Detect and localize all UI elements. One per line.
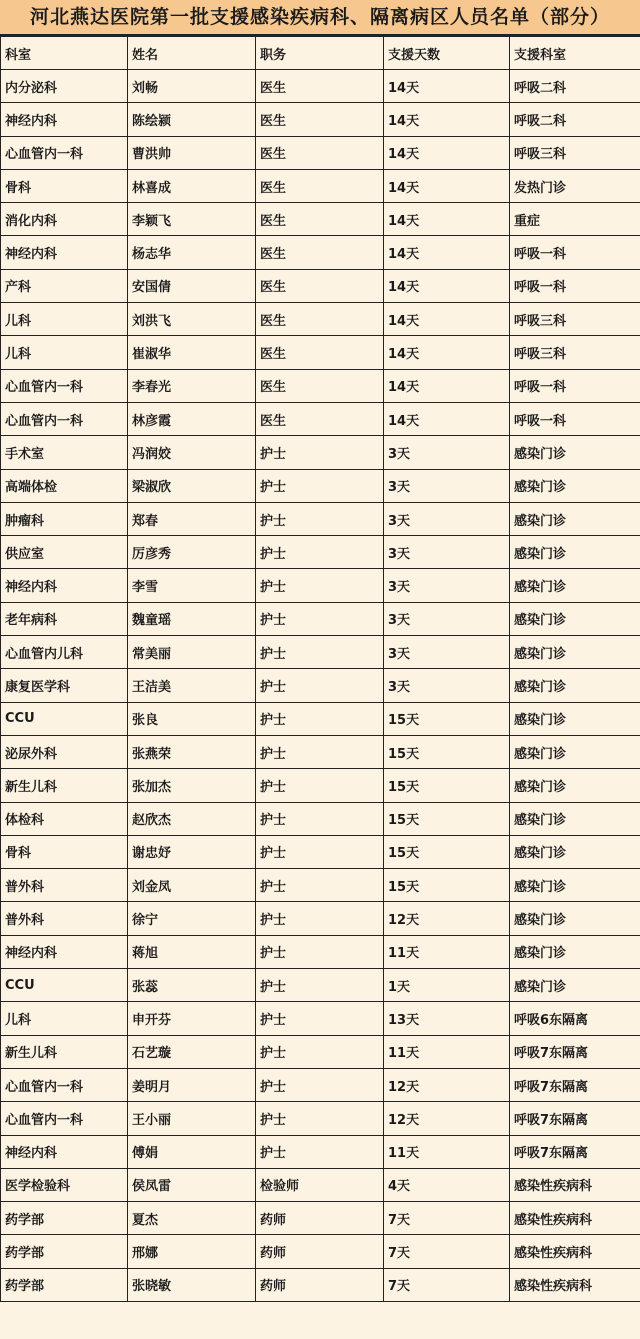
table-row [1,136,640,169]
cell-role: 护士 [256,969,384,1002]
cell-days: 7天 [384,1235,510,1268]
table-row [1,436,640,469]
cell-role: 医生 [256,336,384,369]
cell-days: 15天 [384,702,510,735]
cell-support-dept: 感染性疾病科 [510,1168,640,1201]
cell-role: 护士 [256,869,384,902]
cell-role: 护士 [256,569,384,602]
cell-days: 1天 [384,969,510,1002]
table-row [1,336,640,369]
cell-role: 护士 [256,769,384,802]
cell-name: 蒋旭 [128,935,256,968]
cell-role: 护士 [256,1068,384,1101]
cell-department: 新生儿科 [1,1035,128,1068]
cell-role: 护士 [256,436,384,469]
table-row [1,1268,640,1301]
cell-support-dept: 呼吸一科 [510,269,640,302]
page-title: 河北燕达医院第一批支援感染疾病科、隔离病区人员名单（部分） [0,0,640,36]
cell-support-dept: 呼吸7东隔离 [510,1102,640,1135]
cell-days: 11天 [384,1135,510,1168]
cell-department: 心血管内一科 [1,369,128,402]
cell-days: 14天 [384,136,510,169]
cell-support-dept: 感染门诊 [510,569,640,602]
header-row [1,37,640,70]
column-header-days: 支援天数 [384,37,510,70]
cell-name: 石艺璇 [128,1035,256,1068]
cell-days: 14天 [384,336,510,369]
cell-department: 儿科 [1,303,128,336]
cell-support-dept: 感染门诊 [510,669,640,702]
cell-department: 神经内科 [1,1135,128,1168]
cell-department: 心血管内一科 [1,1068,128,1101]
cell-department: 产科 [1,269,128,302]
cell-support-dept: 感染门诊 [510,735,640,768]
cell-days: 12天 [384,902,510,935]
cell-name: 傅娟 [128,1135,256,1168]
cell-name: 陈绘颍 [128,103,256,136]
cell-department: 药学部 [1,1268,128,1301]
column-header-support-dept: 支援科室 [510,37,640,70]
table-row [1,735,640,768]
cell-name: 曹洪帅 [128,136,256,169]
cell-role: 医生 [256,269,384,302]
cell-support-dept: 感染门诊 [510,835,640,868]
cell-role: 护士 [256,469,384,502]
cell-support-dept: 呼吸三科 [510,336,640,369]
cell-name: 王洁美 [128,669,256,702]
cell-days: 14天 [384,303,510,336]
cell-name: 邢娜 [128,1235,256,1268]
cell-days: 3天 [384,602,510,635]
cell-name: 刘金凤 [128,869,256,902]
table-row [1,802,640,835]
cell-name: 郑春 [128,502,256,535]
cell-days: 14天 [384,402,510,435]
cell-department: 新生儿科 [1,769,128,802]
cell-support-dept: 呼吸二科 [510,103,640,136]
cell-support-dept: 感染门诊 [510,869,640,902]
column-header-name: 姓名 [128,37,256,70]
cell-support-dept: 感染门诊 [510,702,640,735]
table-row [1,769,640,802]
cell-department: 肿瘤科 [1,502,128,535]
cell-department: 供应室 [1,536,128,569]
cell-role: 护士 [256,536,384,569]
cell-department: 心血管内一科 [1,1102,128,1135]
table-row [1,402,640,435]
cell-name: 刘畅 [128,70,256,103]
cell-role: 医生 [256,169,384,202]
cell-department: 医学检验科 [1,1168,128,1201]
cell-days: 14天 [384,203,510,236]
cell-department: 泌尿外科 [1,735,128,768]
cell-support-dept: 感染门诊 [510,469,640,502]
table-row [1,1168,640,1201]
cell-support-dept: 呼吸7东隔离 [510,1068,640,1101]
table-row [1,303,640,336]
column-header-role: 职务 [256,37,384,70]
cell-role: 护士 [256,802,384,835]
cell-role: 护士 [256,669,384,702]
cell-name: 张良 [128,702,256,735]
cell-days: 14天 [384,369,510,402]
table-row [1,869,640,902]
cell-support-dept: 感染性疾病科 [510,1235,640,1268]
cell-days: 4天 [384,1168,510,1201]
cell-role: 医生 [256,203,384,236]
cell-days: 15天 [384,735,510,768]
table-row [1,469,640,502]
cell-days: 3天 [384,569,510,602]
table-row [1,236,640,269]
cell-name: 姜明月 [128,1068,256,1101]
cell-department: 神经内科 [1,103,128,136]
cell-support-dept: 重症 [510,203,640,236]
cell-name: 王小丽 [128,1102,256,1135]
cell-department: 骨科 [1,835,128,868]
cell-name: 厉彦秀 [128,536,256,569]
cell-days: 3天 [384,502,510,535]
table-row [1,369,640,402]
column-header-department: 科室 [1,37,128,70]
cell-role: 药师 [256,1235,384,1268]
cell-name: 赵欣杰 [128,802,256,835]
cell-name: 谢忠妤 [128,835,256,868]
table-row [1,969,640,1002]
cell-role: 护士 [256,602,384,635]
cell-days: 14天 [384,70,510,103]
cell-role: 护士 [256,1035,384,1068]
cell-days: 11天 [384,935,510,968]
cell-role: 护士 [256,636,384,669]
table-row [1,935,640,968]
cell-department: 神经内科 [1,935,128,968]
cell-department: 普外科 [1,902,128,935]
cell-department: 普外科 [1,869,128,902]
cell-support-dept: 感染门诊 [510,935,640,968]
cell-role: 护士 [256,902,384,935]
cell-name: 林喜成 [128,169,256,202]
cell-role: 药师 [256,1268,384,1301]
cell-department: 老年病科 [1,602,128,635]
cell-support-dept: 感染门诊 [510,436,640,469]
cell-department: 神经内科 [1,236,128,269]
cell-days: 14天 [384,269,510,302]
table-row [1,669,640,702]
cell-support-dept: 感染门诊 [510,802,640,835]
cell-department: 体检科 [1,802,128,835]
cell-support-dept: 感染性疾病科 [510,1202,640,1235]
cell-department: 药学部 [1,1202,128,1235]
cell-role: 检验师 [256,1168,384,1201]
table-row [1,636,640,669]
cell-support-dept: 呼吸7东隔离 [510,1135,640,1168]
table-row [1,569,640,602]
cell-days: 3天 [384,469,510,502]
cell-name: 夏杰 [128,1202,256,1235]
cell-role: 医生 [256,70,384,103]
table-row [1,269,640,302]
cell-department: 儿科 [1,336,128,369]
cell-name: 林彦霞 [128,402,256,435]
cell-name: 梁淑欣 [128,469,256,502]
cell-name: 张燕荣 [128,735,256,768]
roster-table [0,36,640,1302]
cell-days: 3天 [384,536,510,569]
cell-days: 3天 [384,436,510,469]
cell-role: 护士 [256,935,384,968]
cell-name: 安国倩 [128,269,256,302]
cell-days: 12天 [384,1068,510,1101]
cell-role: 护士 [256,1002,384,1035]
table-row [1,1002,640,1035]
cell-support-dept: 感染门诊 [510,969,640,1002]
cell-department: 康复医学科 [1,669,128,702]
cell-support-dept: 呼吸二科 [510,70,640,103]
cell-support-dept: 感染门诊 [510,536,640,569]
cell-support-dept: 感染门诊 [510,769,640,802]
cell-name: 杨志华 [128,236,256,269]
cell-support-dept: 呼吸一科 [510,369,640,402]
cell-name: 张晓敏 [128,1268,256,1301]
cell-name: 魏童瑶 [128,602,256,635]
table-row [1,1068,640,1101]
table-row [1,602,640,635]
cell-role: 护士 [256,735,384,768]
cell-name: 张加杰 [128,769,256,802]
cell-name: 常美丽 [128,636,256,669]
cell-days: 15天 [384,802,510,835]
cell-days: 12天 [384,1102,510,1135]
cell-days: 13天 [384,1002,510,1035]
cell-department: CCU [1,969,128,1002]
cell-support-dept: 呼吸一科 [510,402,640,435]
cell-support-dept: 感染性疾病科 [510,1268,640,1301]
cell-support-dept: 感染门诊 [510,602,640,635]
cell-support-dept: 呼吸三科 [510,303,640,336]
table-row [1,103,640,136]
cell-days: 7天 [384,1202,510,1235]
cell-name: 李春光 [128,369,256,402]
cell-days: 3天 [384,636,510,669]
cell-days: 14天 [384,169,510,202]
cell-department: 心血管内儿科 [1,636,128,669]
cell-department: CCU [1,702,128,735]
cell-days: 14天 [384,236,510,269]
cell-department: 心血管内一科 [1,402,128,435]
cell-name: 申开芬 [128,1002,256,1035]
cell-name: 张蕊 [128,969,256,1002]
cell-days: 15天 [384,869,510,902]
cell-support-dept: 感染门诊 [510,902,640,935]
roster-body [1,70,640,1302]
table-row [1,203,640,236]
cell-department: 心血管内一科 [1,136,128,169]
cell-department: 高端体检 [1,469,128,502]
table-row [1,169,640,202]
cell-department: 内分泌科 [1,70,128,103]
cell-support-dept: 呼吸7东隔离 [510,1035,640,1068]
cell-department: 消化内科 [1,203,128,236]
cell-days: 15天 [384,769,510,802]
cell-support-dept: 发热门诊 [510,169,640,202]
cell-department: 手术室 [1,436,128,469]
cell-department: 神经内科 [1,569,128,602]
table-row [1,1035,640,1068]
cell-department: 药学部 [1,1235,128,1268]
cell-support-dept: 呼吸一科 [510,236,640,269]
table-row [1,1235,640,1268]
cell-days: 7天 [384,1268,510,1301]
cell-support-dept: 感染门诊 [510,502,640,535]
table-row [1,70,640,103]
cell-name: 刘洪飞 [128,303,256,336]
table-row [1,1102,640,1135]
cell-department: 骨科 [1,169,128,202]
cell-support-dept: 感染门诊 [510,636,640,669]
cell-support-dept: 呼吸三科 [510,136,640,169]
cell-role: 护士 [256,1102,384,1135]
cell-name: 侯凤雷 [128,1168,256,1201]
cell-support-dept: 呼吸6东隔离 [510,1002,640,1035]
table-row [1,902,640,935]
cell-role: 护士 [256,702,384,735]
cell-days: 3天 [384,669,510,702]
cell-role: 护士 [256,835,384,868]
cell-role: 医生 [256,103,384,136]
cell-department: 儿科 [1,1002,128,1035]
cell-days: 15天 [384,835,510,868]
cell-name: 崔淑华 [128,336,256,369]
cell-role: 医生 [256,236,384,269]
cell-role: 护士 [256,502,384,535]
cell-days: 11天 [384,1035,510,1068]
cell-name: 冯润姣 [128,436,256,469]
table-row [1,536,640,569]
cell-role: 药师 [256,1202,384,1235]
table-row [1,1202,640,1235]
cell-role: 医生 [256,136,384,169]
table-row [1,1135,640,1168]
cell-role: 医生 [256,402,384,435]
cell-days: 14天 [384,103,510,136]
cell-role: 护士 [256,1135,384,1168]
cell-role: 医生 [256,303,384,336]
cell-name: 李雪 [128,569,256,602]
table-row [1,835,640,868]
cell-role: 医生 [256,369,384,402]
cell-name: 徐宁 [128,902,256,935]
cell-name: 李颖飞 [128,203,256,236]
table-row [1,702,640,735]
table-row [1,502,640,535]
